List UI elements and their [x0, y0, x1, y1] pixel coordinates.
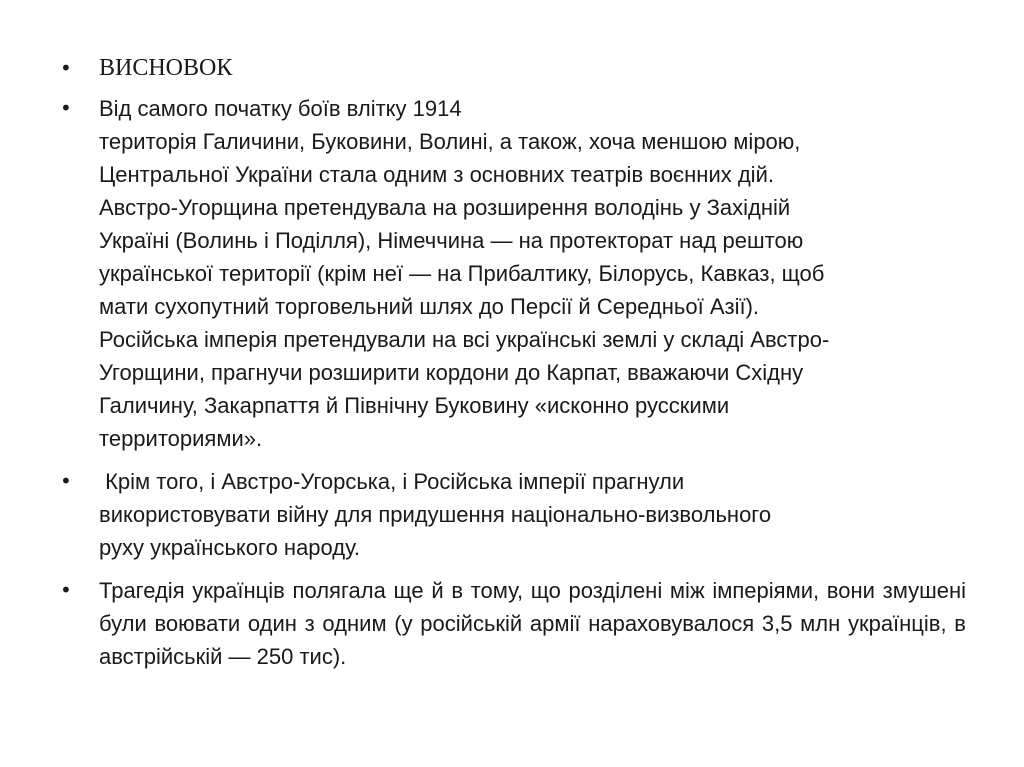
paragraph-1-line: Від самого початку боїв влітку 1914: [99, 96, 462, 121]
paragraph-3-text: Трагедія українців полягала ще й в тому, що розділені між імперіями, вони змушені були воювати один з одним (у російській армії нараховувалося 3,5 млн українців, в австрійській — 250 тис).: [99, 578, 966, 669]
paragraph-1-line: Австро-Угорщина претендувала на розширення володінь у Західній: [99, 195, 791, 220]
paragraph-1-line: Україні (Волинь і Поділля), Німеччина — на протекторат над рештою: [99, 228, 804, 253]
paragraph-2-line: Крім того, і Австро-Угорська, і Російська імперії прагнули: [99, 469, 685, 494]
bullet-paragraph-2: [60, 465, 966, 564]
paragraph-1-line: Центральної України стала одним з основних театрів воєнних дій.: [99, 162, 774, 187]
paragraph-1-line: территориями».: [99, 426, 263, 451]
bullet-list: [60, 50, 966, 683]
bullet-dot-icon: •: [60, 469, 72, 493]
bullet-dot-icon: •: [60, 578, 72, 602]
heading-text: ВИСНОВОК: [99, 55, 233, 81]
bullet-paragraph-1: [60, 92, 966, 455]
paragraph-1-line: Галичину, Закарпаття й Північну Буковину «исконно русскими: [99, 393, 730, 418]
bullet-heading: [60, 50, 966, 86]
bullet-dot-icon: •: [60, 56, 72, 80]
paragraph-1-line: Угорщини, прагнучи розширити кордони до Карпат, вважаючи Східну: [99, 360, 804, 385]
paragraph-1-line: мати сухопутний торговельний шлях до Персії й Середньої Азії).: [99, 294, 760, 319]
bullet-dot-icon: •: [60, 96, 72, 120]
paragraph-2-line: використовувати війну для придушення національно-визвольного: [99, 502, 772, 527]
bullet-paragraph-3: [60, 574, 966, 673]
paragraph-1-line: територія Галичини, Буковини, Волині, а також, хоча меншою мірою,: [99, 129, 801, 154]
paragraph-2-line: руху українського народу.: [99, 535, 361, 560]
paragraph-1-line: української території (крім неї — на Прибалтику, Білорусь, Кавказ, щоб: [99, 261, 825, 286]
paragraph-1-line: Російська імперія претендували на всі українські землі у складі Австро-: [99, 327, 830, 352]
